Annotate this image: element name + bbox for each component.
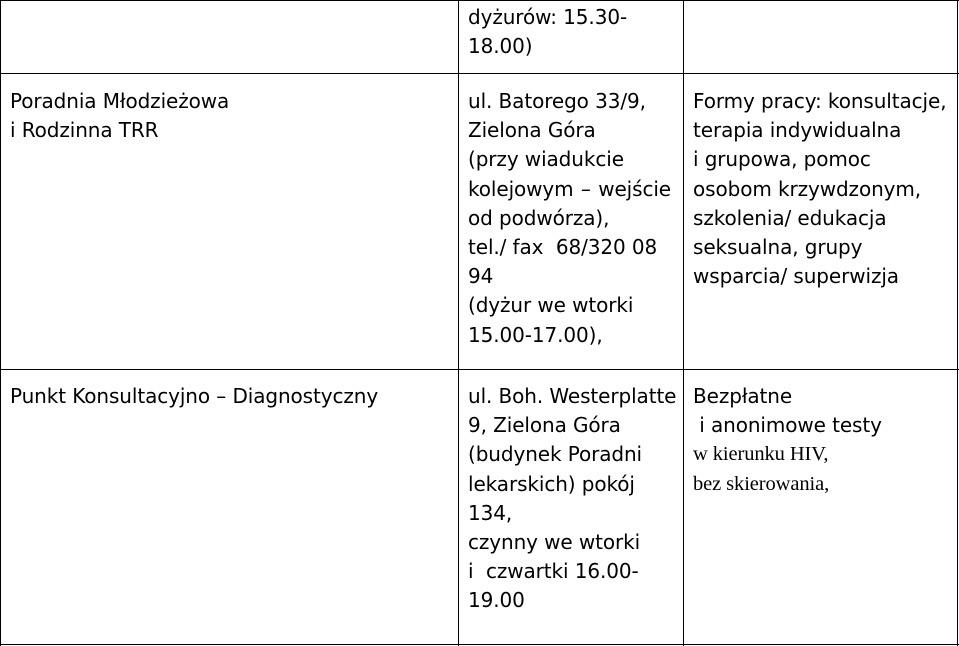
word: – — [580, 176, 591, 201]
description-line: terapia indywidualna — [693, 118, 902, 143]
address-line: ul. Batorego 33/9, — [468, 89, 646, 113]
address-line-justified — [468, 175, 671, 204]
address-line: (przy wiadukcie — [468, 147, 624, 172]
description-line: wsparcia/ superwizja — [693, 264, 899, 289]
description-line: Formy pracy: konsultacje, — [693, 89, 947, 113]
address-line: Zielona Góra — [468, 118, 596, 143]
address-line: dyżurów: 15.30- — [468, 5, 628, 29]
description-line: i grupowa, pomoc — [693, 147, 871, 172]
facility-name-line: Punkt Konsultacyjno – Diagnostyczny — [10, 384, 379, 408]
word: kolejowym — [468, 176, 574, 201]
description-line: bez skierowania, — [693, 472, 830, 495]
description-line: w kierunku HIV, — [693, 443, 829, 466]
facility-name-line: Poradnia Młodzieżowa — [10, 89, 230, 113]
address-line: ul. Boh. Westerplatte — [468, 384, 677, 408]
address-line: 18.00) — [468, 34, 533, 59]
address-line: 134, — [468, 500, 513, 525]
address-line: (dyżur we wtorki — [468, 293, 634, 318]
address-line: 94 — [468, 264, 494, 289]
address-line: od podwórza), — [468, 205, 610, 230]
row-divider-2 — [0, 369, 959, 370]
table-row-2-description — [693, 382, 882, 499]
row-divider-1 — [0, 73, 959, 74]
table-row-1-name — [10, 87, 229, 145]
table-border-right — [957, 0, 958, 646]
address-line: i czwartki 16.00- — [468, 559, 639, 584]
address-line: tel./ fax 68/320 08 — [468, 234, 658, 259]
facility-name-line: i Rodzinna TRR — [10, 118, 159, 143]
column-divider-2 — [683, 0, 684, 646]
address-line: lekarskich) pokój — [468, 471, 635, 496]
address-line: 19.00 — [468, 588, 525, 613]
table-row-2-address — [468, 382, 677, 616]
table-row-1-address — [468, 87, 671, 350]
address-line: 15.00-17.00), — [468, 322, 603, 347]
description-line: seksualna, grupy — [693, 234, 863, 259]
description-line: i anonimowe testy — [693, 413, 882, 438]
address-line: (budynek Poradni — [468, 442, 643, 467]
table-row-2-name — [10, 382, 378, 411]
table-border-top — [0, 0, 959, 1]
description-line: osobom krzywdzonym, — [693, 176, 922, 201]
table-row-0-address — [468, 3, 671, 61]
description-line: szkolenia/ edukacja — [693, 205, 887, 230]
column-divider-1 — [458, 0, 459, 646]
address-line: czynny we wtorki — [468, 529, 641, 554]
address-line: 9, Zielona Góra — [468, 413, 621, 438]
description-line: Bezpłatne — [693, 384, 793, 408]
table-border-bottom — [0, 644, 959, 645]
word: wejście — [598, 176, 671, 201]
table-row-1-description — [693, 87, 946, 291]
table-border-left — [0, 0, 1, 646]
